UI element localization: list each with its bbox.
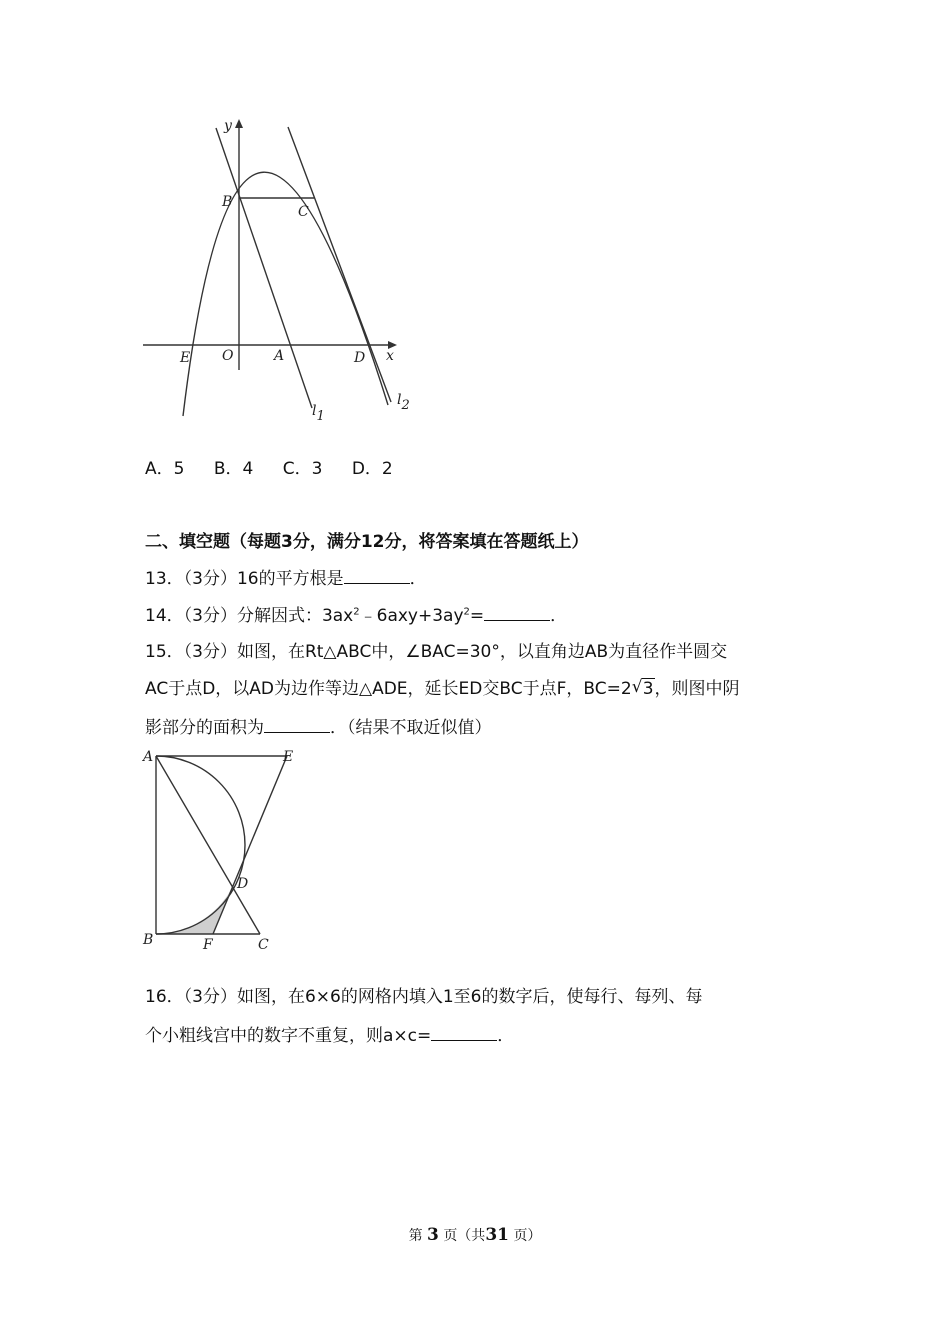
q14-suffix: ． — [550, 606, 568, 626]
q14-mid: ﹣6axy+3ay — [359, 606, 464, 626]
q14-text: 14．（3分）分解因式：3ax — [145, 606, 354, 626]
q14-sup1: 2 — [353, 606, 360, 618]
q15-line2-text: AC于点D，以AD为边作等边△ADE，延长ED交BC于点F，BC=2 — [145, 679, 632, 699]
y-axis-arrow — [235, 119, 243, 128]
page-footer — [0, 1225, 950, 1245]
parabola-curve — [183, 172, 388, 416]
label-o: O — [222, 348, 234, 364]
answer-choices — [145, 458, 417, 480]
question-14 — [145, 604, 567, 627]
label-c: C — [298, 204, 309, 220]
label-c: C — [258, 937, 269, 953]
label-a: A — [274, 348, 285, 364]
q13-blank — [344, 567, 410, 584]
radical-sign: √ — [631, 677, 643, 697]
line-l1 — [216, 128, 312, 408]
label-y: y — [224, 118, 232, 134]
choice-a: A．5 — [145, 459, 185, 479]
footer-total-pages: 31 — [485, 1225, 509, 1245]
semicircle — [156, 756, 245, 934]
footer-mid: 页（共 — [443, 1228, 486, 1244]
line-l2 — [288, 127, 391, 402]
footer-post: 页） — [513, 1228, 542, 1244]
label-l1: l1 — [312, 403, 325, 424]
label-a: A — [143, 749, 154, 765]
footer-pre: 第 — [408, 1228, 423, 1244]
label-d: D — [354, 350, 366, 366]
label-b: B — [222, 194, 233, 210]
segment-ef — [213, 756, 287, 934]
choice-d: D．2 — [351, 459, 393, 479]
question-16-line1: 16．（3分）如图，在6×6的网格内填入1至6的数字后，使每行、每列、每 — [145, 987, 703, 1007]
question-15-line3 — [145, 716, 492, 739]
triangle-diagram — [140, 745, 310, 955]
q16-blank — [431, 1024, 497, 1041]
q15-line3-suffix: ．（结果不取近似值） — [330, 718, 492, 738]
label-f: F — [203, 937, 213, 953]
q13-suffix: ． — [409, 569, 427, 589]
q14-sup2: 2 — [463, 606, 470, 618]
question-15-line1: 15．（3分）如图，在Rt△ABC中，∠BAC=30°，以直角边AB为直径作半圆交 — [145, 642, 728, 662]
label-l2: l2 — [397, 392, 410, 413]
question-16-line2 — [145, 1024, 514, 1047]
choice-b: B．4 — [213, 459, 254, 479]
q15-line2-suffix: ，则图中阴 — [654, 679, 740, 699]
label-d: D — [237, 876, 249, 892]
label-e: E — [180, 350, 191, 366]
q13-text: 13．（3分）16的平方根是 — [145, 569, 344, 589]
choice-c: C．3 — [282, 459, 323, 479]
q15-line3-text: 影部分的面积为 — [145, 718, 264, 738]
parabola-diagram — [140, 110, 430, 430]
q14-eq: = — [469, 606, 485, 626]
q16-line2-suffix: ． — [497, 1026, 515, 1046]
sqrt-3 — [632, 678, 655, 700]
figure-parabola — [140, 110, 430, 430]
q15-blank — [264, 716, 330, 733]
question-13 — [145, 567, 427, 590]
label-e: E — [283, 749, 294, 765]
section-heading: 二、填空题（每题3分，满分12分，将答案填在答题纸上） — [145, 532, 589, 552]
label-x: x — [386, 348, 394, 364]
figure-triangle — [140, 745, 310, 955]
label-b: B — [143, 932, 154, 948]
q14-blank — [484, 604, 550, 621]
q16-line2-text: 个小粗线宫中的数字不重复，则a×c= — [145, 1026, 432, 1046]
question-15-line2 — [145, 678, 740, 700]
radicand: 3 — [642, 679, 654, 699]
footer-page-number: 3 — [427, 1225, 439, 1245]
